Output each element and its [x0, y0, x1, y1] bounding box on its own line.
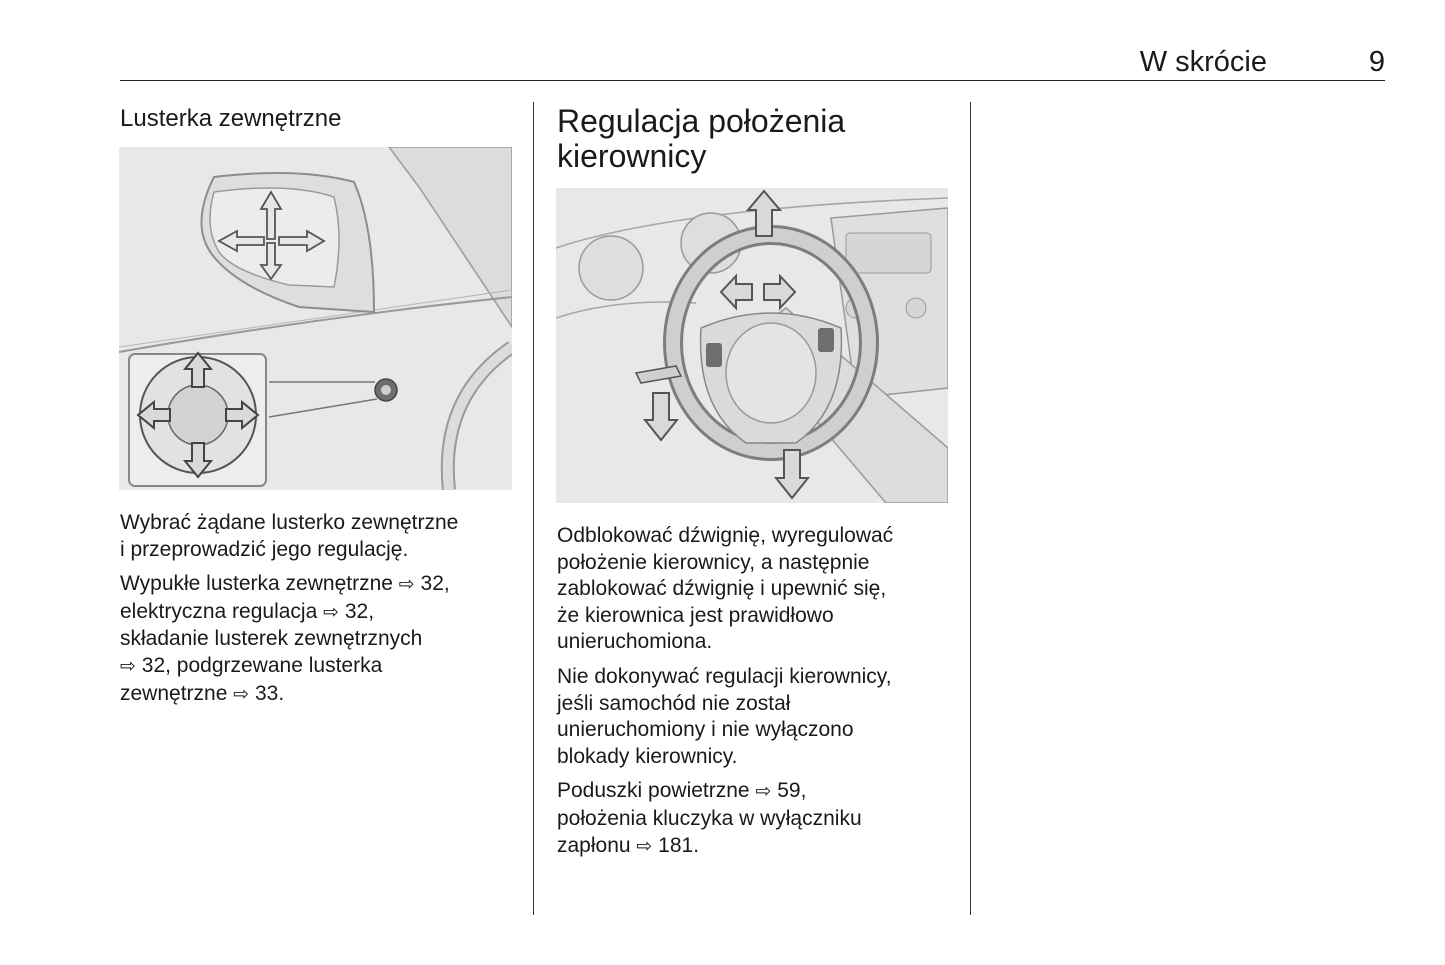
page-header-title: W skrócie	[1139, 46, 1267, 78]
steering-text-3: .	[693, 833, 700, 857]
steering-paragraph-1: Odblokować dźwignię, wyregulować położenie kierownicy, a następnie zablokować dźwignię i upewnić się, że kierownica jest prawidłowo unieruchomiona.	[557, 524, 894, 654]
section-heading-steering: Regulacja położenia kierownicy	[557, 103, 846, 174]
reference-arrow-icon: ⇨	[323, 601, 340, 623]
steering-wheel-adjustment-illustration	[556, 188, 948, 503]
page-reference-link[interactable]: 59	[777, 779, 801, 803]
mirror-adjustment-illustration	[119, 147, 512, 490]
mirror-text-2: , elektryczna regulacja	[120, 572, 450, 623]
reference-arrow-icon: ⇨	[755, 781, 772, 803]
steering-instructions	[557, 523, 957, 868]
mirror-text-4: , podgrzewane lusterka zewnętrzne	[120, 653, 383, 705]
page-reference-link[interactable]: 32	[420, 572, 444, 596]
page-reference-link[interactable]: 32	[141, 653, 166, 677]
mirror-text-3: , składanie lusterek zewnętrznych	[120, 599, 423, 651]
column-divider-1	[533, 102, 534, 915]
reference-arrow-icon: ⇨	[636, 835, 653, 857]
mirror-text-5: .	[278, 681, 285, 705]
page-reference-link[interactable]: 181	[658, 833, 694, 857]
mirror-instructions	[120, 510, 520, 716]
steering-paragraph-2: Nie dokonywać regulacji kierownicy, jeśli samochód nie został unieruchomiony i nie wyłączono blokady kierownicy.	[557, 664, 892, 768]
reference-arrow-icon: ⇨	[398, 574, 415, 596]
page-reference-link[interactable]: 32	[344, 599, 369, 623]
steering-text-2: , położenia kluczyka w wyłączniku zapłonu	[557, 779, 862, 857]
mirror-paragraph-2	[120, 571, 520, 708]
reference-arrow-icon: ⇨	[233, 683, 250, 705]
steering-text-1: Poduszki powietrzne	[557, 779, 756, 803]
column-divider-2	[970, 102, 971, 915]
steering-paragraph-3	[557, 778, 957, 860]
mirror-text-1: Wypukłe lusterka zewnętrzne	[120, 572, 399, 596]
page-reference-link[interactable]: 33	[255, 681, 279, 705]
reference-arrow-icon: ⇨	[120, 655, 136, 677]
section-heading-mirrors: Lusterka zewnętrzne	[120, 105, 342, 132]
mirror-paragraph-1: Wybrać żądane lusterko zewnętrzne i przeprowadzić jego regulację.	[120, 511, 459, 561]
page-number: 9	[1368, 46, 1385, 78]
header-divider	[120, 80, 1385, 81]
